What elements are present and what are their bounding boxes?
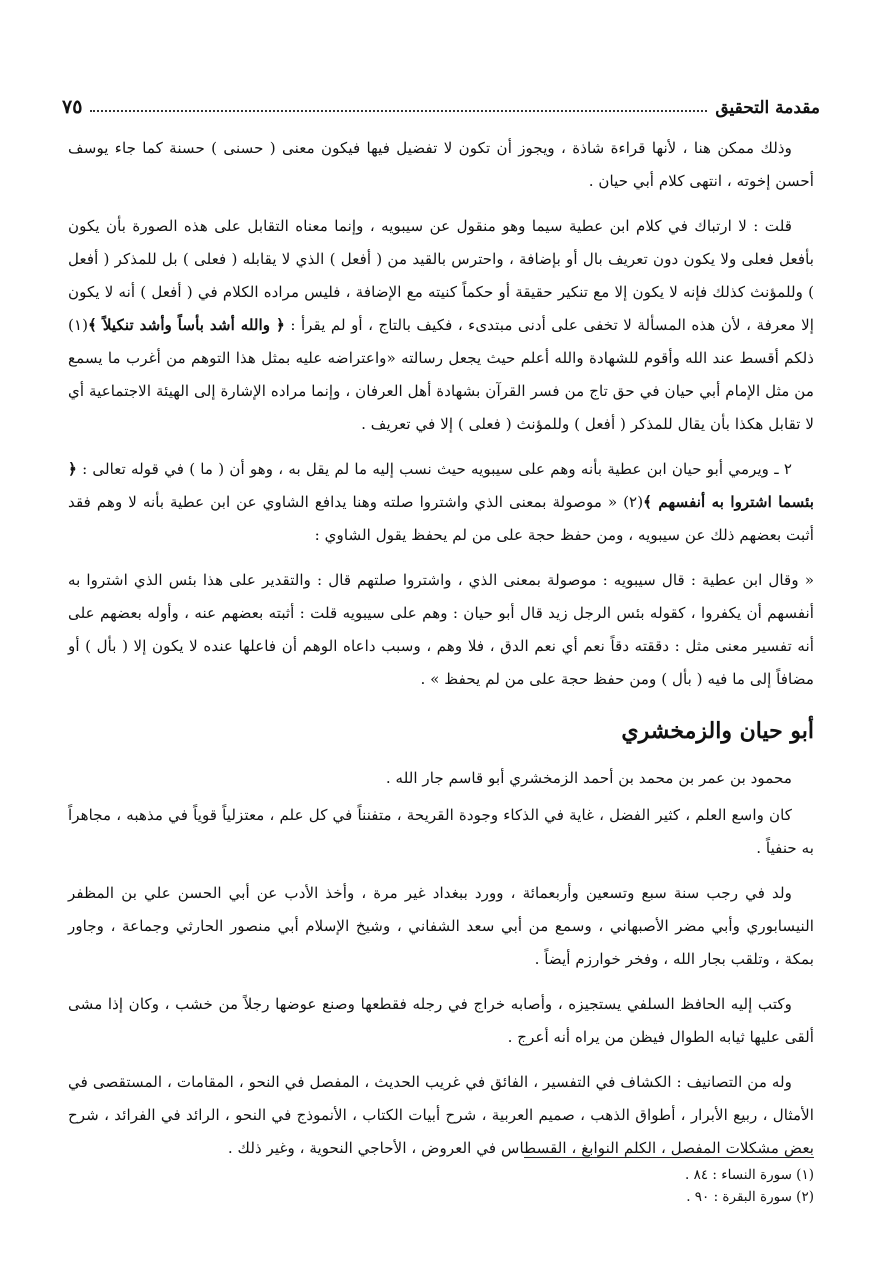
paragraph: وذلك ممكن هنا ، لأنها قراءة شاذة ، ويجوز أن تكون لا تفضيل فيها فيكون معنى ( حسنى ) حسنة كما جاء يوسف أحسن إخوته ، انتهى كلام أبي حيان .	[68, 139, 814, 190]
running-header	[62, 90, 820, 118]
paragraph: وكتب إليه الحافظ السلفي يستجيزه ، وأصابه خراج في رجله فقطعها وصنع عوضها رجلاً من خشب ، وكان إذا مشى ألقى عليها ثيابه الطوال فيظن من يراه أنه أعرج .	[68, 995, 814, 1046]
footnote: (١) سورة النساء : ٨٤ .	[685, 1167, 814, 1183]
section-heading: أبو حيان والزمخشري	[621, 718, 814, 744]
main-text	[68, 132, 814, 1177]
paragraph: محمود بن عمر بن محمد بن أحمد الزمخشري أبو قاسم جار الله .	[385, 769, 792, 787]
quran-verse: ﴿ والله أشد بأساً وأشد تنكيلاً ﴾	[88, 316, 285, 334]
quran-verse: ﴿ بئسما اشتروا به أنفسهم ﴾	[68, 460, 814, 511]
paragraph-text: قلت : لا ارتباك في كلام ابن عطية سيما وهو منقول عن سيبويه ، وإنما معناه التقابل على هذه الصورة بأن يكون بأفعل فعلى ولا يكون دون تعريف بال أو بإضافة ، واحترس بالقيد من ( أفعل ) الذي لا يقابله ( فعلى ) بل للمذكر ( أفعل ) وللمؤنث كذلك فإنه لا يكون إلا مع تنكير حقيقة أو حكماً كنيته مع الإضافة ، فليس مراده الكلام في ( أفعل ) أنه لا يكون إلا معرفة ، لأن هذه المسألة لا تخفى على أدنى مبتدىء ، فكيف بالتاج ، أو لم يقرأ :	[68, 217, 815, 334]
footnotes	[68, 1164, 814, 1208]
chapter-title: مقدمة التحقيق	[715, 98, 820, 118]
paragraph-text: (١) ذلكم أقسط عند الله وأقوم للشهادة والله أعلم حيث يجعل رسالته «واعتراضه عليه بمثل هذا التوهم من أغرب ما يسمع من مثل الإمام أبي حيان في حق تاج من فسر القرآن بشهادة أهل العرفان ، وإنما مراده الإشارة إلى الهيئة الاجتماعية أي لا تقابل هكذا بأن يقال للمذكر ( أفعل ) وللمؤنث ( فعلى ) إلا في تعريف .	[68, 316, 814, 433]
paragraph: كان واسع العلم ، كثير الفضل ، غاية في الذكاء وجودة القريحة ، متفنناً في كل علم ، معتزلياً قوياً في مذهبه ، مجاهراً به حنفياً .	[68, 806, 814, 857]
paragraph-text: ٢ ـ ويرمي أبو حيان ابن عطية بأنه وهم على سيبويه حيث نسب إليه ما لم يقل به ، وهو أن ( ما ) في قوله تعالى :	[82, 460, 792, 478]
footnote: (٢) سورة البقرة : ٩٠ .	[686, 1189, 814, 1205]
paragraph-text: (٢) « موصولة بمعنى الذي واشتروا صلته وهنا يدافع الشاوي عن ابن عطية بأنه لا وهم فقد أثبت بعضهم ذلك عن سيبويه ، ومن حفظ حجة على من لم يحفظ يقول الشاوي :	[68, 493, 814, 544]
paragraph: ولد في رجب سنة سبع وتسعين وأربعمائة ، وورد ببغداد غير مرة ، وأخذ الأدب عن أبي الحسن علي بن المظفر النيسابوري وأبي مضر الأصبهاني ، وسمع من أبي سعد الشفاني ، وشيخ الإسلام أبي منصور الحارثي وجماعة ، وجاور بمكة ، وتلقب بجار الله ، وفخر خوارزم أيضاً .	[68, 884, 814, 968]
header-dot-leader	[90, 110, 707, 112]
paragraph	[68, 210, 814, 441]
footnote-divider	[524, 1157, 814, 1158]
quotation-paragraph: « وقال ابن عطية : قال سيبويه : موصولة بمعنى الذي ، واشتروا صلتهم قال : والتقدير على هذا بئس الذي اشتروا به أنفسهم أن يكفروا ، كقوله بئس الرجل زيد قال أبو حيان : وهم على سيبويه قلت : أثبته بعضهم عنه ، وأوله بعضهم على أنه تفسير معنى مثل : دققته دقاً نعم أي نعم الدق ، فلا وهم ، وسبب داعاه الوهم أن فاعلها عنده لا يكون إلا ( بأل ) أو مضافاً إلى ما فيه ( بأل ) ومن حفظ حجة على من لم يحفظ » .	[68, 571, 814, 688]
paragraph: وله من التصانيف : الكشاف في التفسير ، الفائق في غريب الحديث ، المفصل في النحو ، المقامات ، المستقصى في الأمثال ، ربيع الأبرار ، أطواق الذهب ، صميم العربية ، شرح أبيات الكتاب ، الأنموذج في النحو ، الرائد في الفرائد ، شرح بعض مشكلات المفصل ، الكلم النوابغ ، القسطاس في العروض ، الأحاجي النحوية ، وغير ذلك .	[68, 1073, 814, 1157]
page-number: ٧٥	[62, 96, 83, 118]
paragraph	[68, 453, 814, 552]
